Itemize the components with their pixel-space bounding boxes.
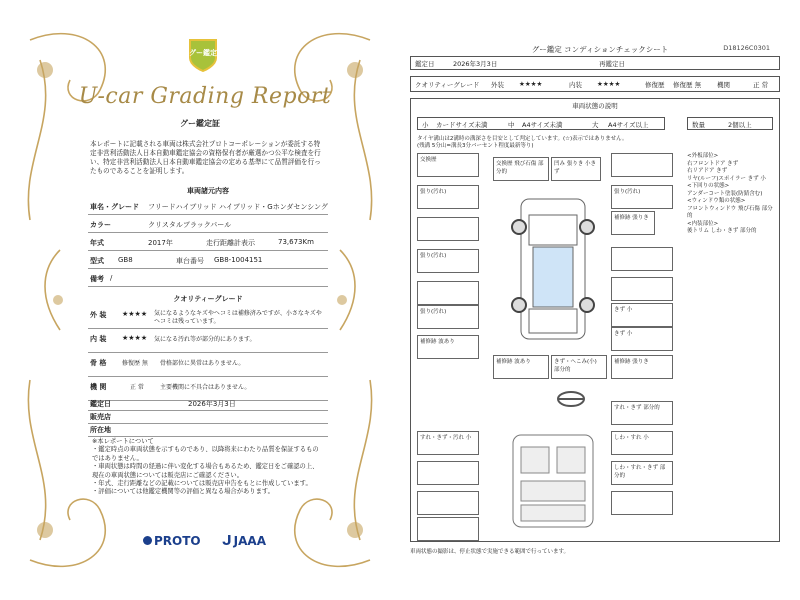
part-box: 張り(汚れ) bbox=[611, 185, 673, 209]
quantity-value: 2個以上 bbox=[728, 121, 752, 129]
spec-row bbox=[88, 234, 328, 251]
side-note: フロントウィンドウ 飛び石傷 部分的 bbox=[687, 205, 773, 219]
tire-note: タイヤ溝山は2溝時の溝深さを目安として判定しています。(☆)表示ではありません。 bbox=[417, 136, 628, 142]
side-note: 右リアドア きず bbox=[687, 168, 728, 174]
shop-label: 販売店 bbox=[90, 413, 111, 421]
spec-value: GB8 bbox=[118, 256, 133, 264]
spec-key: 備考 bbox=[90, 275, 104, 283]
spec-key-2: 走行距離計表示 bbox=[206, 239, 255, 247]
car-interior-diagram bbox=[503, 429, 603, 533]
certificate-intro: 本レポートに記載される車両は株式会社プロトコーポレーションが委託する特定非営利活動法人日本自動車鑑定協会の資格保有者が厳選かつ公平な検査を行い、特定非営利活動法人日本自動車鑑定協会の定める基準にて品質評価を行ったものであることを証明します。 bbox=[90, 140, 321, 175]
goo-kantei-badge bbox=[188, 38, 218, 72]
side-note: 後トリム しわ・きず 部分的 bbox=[687, 228, 757, 234]
note-item: ・鑑定時点の車両状態を示すものであり、以降将来にわたり品質を保証するものではありません。 bbox=[92, 446, 319, 462]
part-box bbox=[611, 277, 673, 301]
spec-value-2: 73,673Km bbox=[278, 238, 314, 246]
spec-value: フリードハイブリッド ハイブリッド・Gホンダセンシング bbox=[148, 203, 328, 211]
note-item: ・評価については他鑑定機関等の評価と異なる場合があります。 bbox=[92, 488, 274, 496]
proto-mark-icon bbox=[143, 536, 152, 545]
size-small-value: カードサイズ未満 bbox=[436, 121, 488, 129]
side-note: 右フロントドア きず bbox=[687, 160, 739, 167]
date-value: 2026年3月3日 bbox=[188, 400, 236, 408]
part-box: 張り(汚れ) bbox=[417, 249, 479, 273]
part-box: きず 小 bbox=[611, 303, 673, 327]
engine-value: 正 常 bbox=[753, 81, 769, 89]
side-note: <ウィンドウ類の状態> bbox=[687, 198, 746, 204]
quality-key: 機 関 bbox=[90, 383, 107, 391]
sheet-title: グー鑑定 コンディションチェックシート bbox=[531, 45, 669, 54]
spec-key: 年式 bbox=[90, 239, 104, 247]
repair-value: 修復歴 無 bbox=[673, 81, 702, 89]
spec-value: / bbox=[110, 274, 113, 282]
spec-row bbox=[88, 252, 328, 269]
vehicle-spec-heading: 車両諸元内容 bbox=[187, 187, 229, 195]
spec-key: カラー bbox=[90, 221, 111, 229]
exterior-comment: 気になるようなキズやヘコミは補修済みですが、小さなキズやヘコミは残っています。 bbox=[154, 310, 322, 325]
interior-part-box: しわ・すれ 小 bbox=[611, 431, 673, 455]
notes-heading: ※本レポートについて bbox=[92, 438, 154, 445]
part-box: 補修跡 張りき bbox=[611, 211, 655, 235]
reg-date-label: 再鑑定日 bbox=[599, 60, 625, 68]
spec-value: 2017年 bbox=[148, 239, 173, 247]
side-note: <下回りの状態> bbox=[687, 183, 730, 189]
condition-panel bbox=[410, 98, 780, 542]
size-mid-value: A4サイズ未満 bbox=[522, 121, 563, 129]
part-box: 補修跡 波あり bbox=[493, 355, 549, 379]
mechanic-status: 正 常 bbox=[130, 384, 144, 391]
note-item: ・車両状態は時間の経過に伴い変化する場合もあるため、鑑定日をご確認の上、現在の車両状態については販売店にご確認ください。 bbox=[92, 463, 319, 479]
interior-part-box bbox=[417, 491, 479, 515]
side-note: <外板部位> bbox=[687, 153, 719, 159]
side-note: リヤ(ルーフ)スポイラー きず 小 bbox=[687, 175, 766, 182]
quality-key: 外 装 bbox=[90, 311, 107, 319]
size-legend bbox=[417, 117, 665, 130]
jaaa-logo: ᒍ JAAA bbox=[222, 534, 266, 549]
report-script-title: U-car Grading Report bbox=[78, 84, 332, 109]
size-large-value: A4サイズ以上 bbox=[608, 121, 649, 129]
badge-label: グー鑑定 bbox=[189, 49, 217, 57]
part-box bbox=[611, 153, 673, 177]
part-box bbox=[417, 281, 479, 305]
spec-row bbox=[88, 216, 328, 233]
interior-part-box: すれ・きず・汚れ 小 bbox=[417, 431, 479, 455]
side-notes bbox=[687, 153, 773, 249]
note-item: ・年式、走行距離などの記載については販売店申告をもとに作成しています。 bbox=[92, 480, 312, 488]
quality-key: 骨 格 bbox=[90, 359, 107, 367]
int-stars: ★★★★ bbox=[597, 80, 621, 88]
part-box: 張り(汚れ) bbox=[417, 305, 479, 329]
part-box bbox=[611, 247, 673, 271]
spec-row bbox=[88, 270, 328, 287]
interior-part-box: すれ・きず 部分的 bbox=[611, 401, 673, 425]
part-box: 交換歴 bbox=[417, 153, 479, 177]
part-box: きず・へこみ(小) 部分的 bbox=[551, 355, 607, 379]
date-row bbox=[88, 398, 328, 411]
steering-wheel-icon bbox=[555, 389, 587, 409]
date-label: 鑑定日 bbox=[415, 60, 435, 68]
report-notes bbox=[92, 438, 324, 497]
quantity-legend bbox=[687, 117, 773, 130]
interior-stars: ★★★★ bbox=[122, 334, 148, 342]
sheet-code: D18126C0301 bbox=[723, 44, 770, 52]
spec-key-2: 車台番号 bbox=[176, 257, 204, 265]
spec-key: 車名・グレード bbox=[90, 203, 139, 211]
interior-part-box bbox=[417, 517, 479, 541]
spec-row bbox=[88, 198, 328, 215]
quality-row bbox=[410, 76, 780, 92]
jaaa-mark-icon: ᒍ bbox=[222, 534, 232, 549]
certificate-subtitle: グー鑑定証 bbox=[180, 119, 220, 128]
engine-label: 機関 bbox=[717, 81, 730, 89]
quantity-key: 数量 bbox=[692, 121, 705, 129]
interior-comment: 気になる汚れ等が部分的にあります。 bbox=[154, 336, 256, 343]
interior-part-box bbox=[611, 491, 673, 515]
spec-value: クリスタルブラックパール bbox=[148, 221, 232, 229]
part-box: 凹み 張りき 小きず bbox=[551, 157, 601, 181]
tire-note-2: (残溝 5分山=溝長3分バーセント程度最新等り) bbox=[417, 143, 534, 149]
proto-logo: PROTO bbox=[143, 534, 201, 548]
car-top-view-diagram bbox=[503, 195, 603, 345]
part-box: きず 小 bbox=[611, 327, 673, 351]
quality-key: 内 装 bbox=[90, 335, 107, 343]
quality-row-exterior bbox=[88, 306, 328, 329]
date-value: 2026年3月3日 bbox=[453, 60, 498, 68]
ext-stars: ★★★★ bbox=[519, 80, 543, 88]
quality-grade-heading: クオリティーグレード bbox=[173, 295, 243, 303]
address-row bbox=[88, 424, 328, 437]
side-notes-list bbox=[687, 153, 773, 236]
side-note: <内装部位> bbox=[687, 220, 719, 227]
condition-heading: 車両状態の説明 bbox=[572, 102, 618, 110]
ext-label: 外装 bbox=[491, 81, 504, 89]
part-box: 交換歴 飛び石傷 部分的 bbox=[493, 157, 549, 181]
spec-value-2: GB8-1004151 bbox=[214, 256, 263, 264]
shop-row bbox=[88, 411, 328, 424]
part-box: 補修跡 波あり bbox=[417, 335, 479, 359]
part-box: 張り(汚れ) bbox=[417, 185, 479, 209]
repair-label: 修復歴 bbox=[645, 81, 665, 89]
date-label: 鑑定日 bbox=[90, 400, 111, 408]
sheet-footer: 車両状態の撮影は、停止状態で実施できる範囲で行っています。 bbox=[410, 549, 570, 555]
side-note: アンダーコート塗装(防錆含む) bbox=[687, 190, 763, 197]
mechanic-comment: 主要機関に不具合はありません。 bbox=[160, 384, 251, 391]
quality-row-interior bbox=[88, 330, 328, 353]
spec-key: 型式 bbox=[90, 257, 104, 265]
part-box: 補修跡 張りき bbox=[611, 355, 673, 379]
quality-row-frame bbox=[88, 354, 328, 377]
condition-check-sheet bbox=[400, 0, 800, 600]
size-mid-key: 中 bbox=[508, 121, 515, 129]
address-label: 所在地 bbox=[90, 426, 111, 434]
frame-comment: 骨格部位に異常はありません。 bbox=[160, 360, 245, 367]
size-large-key: 大 bbox=[592, 121, 599, 129]
frame-status: 修復歴 無 bbox=[122, 360, 148, 367]
part-box bbox=[417, 217, 479, 241]
interior-part-box bbox=[417, 461, 479, 485]
interior-part-box: しわ・すれ・きず 部分的 bbox=[611, 461, 673, 485]
size-small-key: 小 bbox=[422, 121, 429, 129]
quality-label: クオリティーグレード bbox=[415, 81, 480, 89]
exterior-stars: ★★★★ bbox=[122, 310, 148, 318]
date-row bbox=[410, 56, 780, 70]
int-label: 内装 bbox=[569, 81, 582, 89]
